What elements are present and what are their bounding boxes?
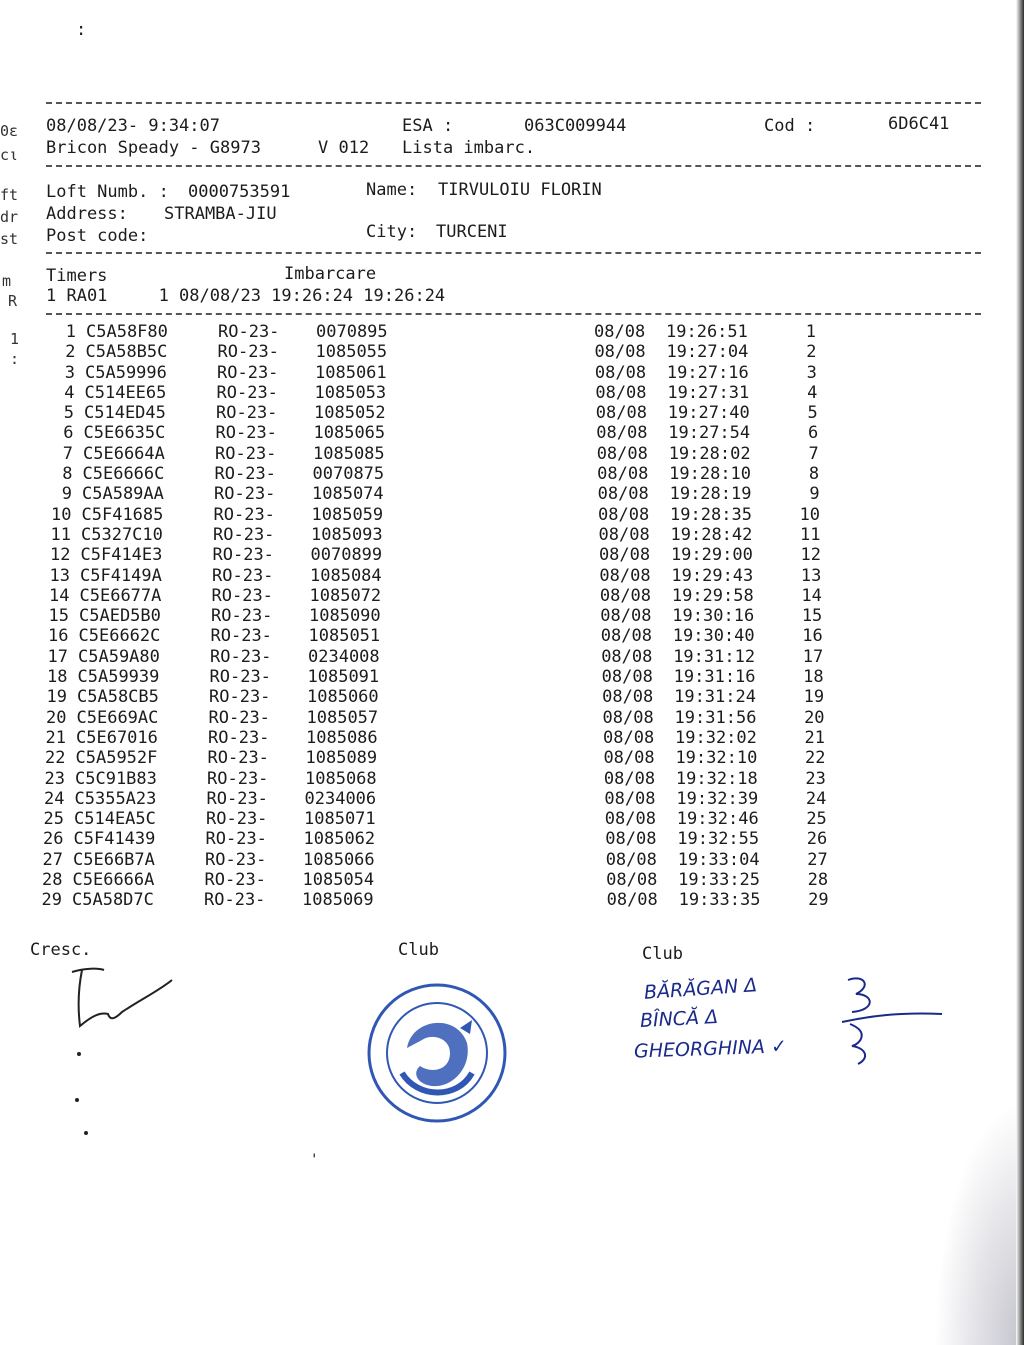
table-row: [38, 647, 828, 667]
table-row: [44, 403, 834, 423]
ring-code: C514EE65: [84, 382, 167, 403]
club-label: Club: [398, 940, 439, 960]
ring-number: 1085054: [302, 870, 375, 891]
edge-fragment: st: [0, 230, 19, 248]
arrival-time: 19:27:16: [666, 362, 749, 383]
row-index: 19: [46, 687, 67, 708]
row-index: 9: [61, 484, 72, 505]
ring-number: 1085059: [311, 504, 384, 525]
arrival-time: 19:31:56: [674, 707, 757, 728]
arrival-date: 08/08: [598, 545, 651, 566]
arrival-date: 08/08: [601, 667, 653, 688]
ring-prefix: RO-23-: [207, 768, 269, 789]
arrival-time: 19:26:51: [666, 322, 748, 342]
ring-code: C5E67016: [76, 727, 158, 748]
table-row: [42, 484, 832, 504]
ring-code: C5E66B7A: [73, 849, 155, 870]
ring-prefix: RO-23-: [214, 464, 276, 485]
arrival-time: 19:29:58: [671, 585, 754, 606]
timer-line: 1 RA01 1 08/08/23 19:26:24 19:26:24: [46, 286, 446, 306]
ring-code: C5A58CB5: [77, 687, 159, 708]
arrival-time: 19:29:43: [671, 565, 754, 586]
print-datetime: 08/08/23- 9:34:07: [46, 116, 220, 136]
arrival-order: 4: [807, 382, 818, 403]
arrival-time: 19:31:16: [673, 667, 756, 688]
arrival-time: 19:27:40: [667, 403, 750, 424]
ring-prefix: RO-23-: [218, 322, 280, 342]
city-label: City:: [366, 222, 418, 242]
row-index: 18: [47, 667, 68, 688]
ring-number: 1085074: [312, 484, 384, 505]
arrival-order: 8: [808, 464, 820, 485]
table-row: [44, 423, 834, 443]
table-row: [41, 545, 831, 565]
separator-line: [46, 165, 981, 167]
ring-code: C5A589AA: [82, 484, 164, 505]
arrival-time: 19:28:42: [670, 524, 753, 545]
ring-prefix: RO-23-: [205, 849, 267, 870]
row-index: 24: [44, 788, 65, 809]
row-index: 12: [50, 545, 71, 566]
arrival-order: 21: [804, 727, 825, 748]
ring-number: 0070899: [310, 545, 383, 566]
ring-number: 1085093: [311, 524, 383, 545]
post-code-label: Post code:: [46, 226, 149, 246]
table-row: [37, 687, 827, 707]
ring-number: 1085051: [308, 626, 381, 647]
arrival-order: 15: [801, 606, 823, 627]
arrival-order: 24: [805, 788, 827, 809]
row-index: 11: [50, 524, 71, 545]
arrival-date: 08/08: [605, 849, 657, 870]
arrival-date: 08/08: [600, 606, 652, 627]
loft-number-label: Loft Numb. :: [46, 182, 169, 202]
row-index: 21: [45, 727, 66, 748]
row-index: 16: [48, 626, 69, 647]
row-index: 7: [62, 443, 73, 464]
arrival-order: 26: [806, 829, 828, 850]
arrival-time: 19:27:04: [666, 342, 749, 363]
arrival-date: 08/08: [600, 626, 652, 647]
ring-number: 0234008: [308, 646, 380, 667]
ring-number: 1085091: [307, 667, 380, 688]
arrival-order: 22: [804, 748, 826, 769]
arrival-time: 19:33:25: [678, 870, 761, 891]
row-index: 28: [42, 870, 63, 891]
table-row: [45, 363, 835, 383]
table-row: [40, 586, 830, 606]
arrival-date: 08/08: [598, 524, 650, 545]
arrival-order: 9: [809, 484, 820, 505]
ring-prefix: RO-23-: [215, 423, 277, 444]
table-row: [35, 789, 825, 809]
cod-value: 6D6C41: [888, 114, 950, 134]
table-row: [34, 829, 828, 850]
ring-prefix: RO-23-: [213, 524, 275, 545]
ring-prefix: RO-23-: [214, 484, 276, 505]
ring-number: 1085055: [315, 342, 388, 363]
page-shadow: [934, 1100, 1024, 1345]
arrival-date: 08/08: [603, 727, 655, 748]
row-index: 10: [51, 504, 72, 525]
ring-prefix: RO-23-: [212, 545, 274, 566]
ring-number: 1085057: [306, 707, 379, 728]
arrival-order: 28: [807, 870, 829, 891]
ring-prefix: RO-23-: [206, 809, 268, 830]
ring-prefix: RO-23-: [213, 504, 275, 525]
ring-number: 1085062: [303, 829, 376, 850]
arrival-date: 08/08: [603, 768, 656, 789]
arrival-date: 08/08: [601, 646, 653, 667]
separator-line: [46, 102, 981, 104]
ring-number: 1085066: [303, 849, 375, 870]
arrival-time: 19:28:35: [670, 504, 752, 525]
table-row: [38, 667, 828, 687]
row-index: 6: [63, 423, 74, 444]
ring-code: C5A5952F: [75, 748, 158, 769]
arrival-order: 12: [800, 545, 821, 566]
handwritten-note: GHEORGHINA ✓: [633, 1035, 788, 1063]
ring-code: C5F41439: [73, 829, 156, 850]
arrival-date: 08/08: [604, 788, 656, 809]
arrival-order: 6: [808, 423, 819, 444]
club-label: Club: [642, 944, 683, 964]
ring-prefix: RO-23-: [206, 788, 268, 809]
separator-line: [46, 252, 981, 254]
ring-number: 0234006: [304, 788, 377, 809]
ring-number: 1085069: [302, 890, 374, 911]
ring-code: C5F41685: [81, 504, 164, 525]
arrival-order: 2: [806, 342, 817, 363]
ring-number: 1085085: [313, 443, 385, 464]
club-stamp: [362, 978, 512, 1128]
ring-prefix: RO-23-: [208, 727, 270, 748]
table-row: [33, 870, 829, 891]
handwritten-note: BÎNCĂ Δ: [639, 1005, 719, 1033]
ring-code: C5A59939: [77, 667, 160, 688]
table-row: [32, 890, 829, 911]
ring-prefix: RO-23-: [209, 667, 271, 688]
arrival-date: 08/08: [606, 870, 658, 891]
arrival-time: 19:31:12: [673, 646, 756, 667]
ring-prefix: RO-23-: [211, 606, 273, 627]
handwritten-note: BĂRĂGAN Δ: [643, 974, 758, 1004]
ring-code: C5F414E3: [80, 545, 163, 566]
arrival-order: 3: [806, 362, 817, 383]
ring-number: 1085061: [315, 362, 387, 383]
row-index: 23: [44, 768, 65, 789]
table-row: [36, 728, 826, 748]
name-value: TIRVULOIU FLORIN: [438, 180, 602, 200]
row-index: 13: [49, 565, 70, 586]
table-row: [45, 383, 835, 403]
arrival-date: 08/08: [594, 342, 646, 363]
row-index: 20: [46, 707, 67, 728]
table-row: [40, 566, 830, 586]
ring-code: C5327C10: [81, 524, 163, 545]
imbarcare-label: Imbarcare: [284, 264, 377, 284]
table-row: [36, 748, 826, 768]
ring-prefix: RO-23-: [204, 870, 266, 891]
ring-code: C5E6666C: [82, 464, 165, 485]
ring-prefix: RO-23-: [204, 890, 266, 911]
ring-code: C5E6662C: [78, 626, 161, 647]
arrival-time: 19:27:31: [667, 382, 750, 403]
arrival-time: 19:30:16: [672, 606, 755, 627]
ring-code: C5E6677A: [79, 585, 162, 606]
arrival-time: 19:28:10: [669, 464, 752, 485]
ring-code: C5A59A80: [78, 646, 160, 667]
list-title: Lista imbarc.: [402, 138, 536, 158]
ring-code: C5E6635C: [83, 423, 166, 444]
ring-prefix: RO-23-: [208, 707, 270, 728]
breeder-signature: [60, 960, 190, 1140]
ring-number: 1085086: [306, 727, 378, 748]
arrival-order: 13: [800, 565, 822, 586]
ring-number: 1085068: [305, 768, 377, 789]
arrival-order: 14: [801, 585, 822, 606]
ring-prefix: RO-23-: [211, 585, 273, 606]
edge-fragment: ft: [0, 186, 19, 204]
address-value: STRAMBA-JIU: [164, 204, 277, 224]
ring-prefix: RO-23-: [216, 382, 278, 403]
ring-prefix: RO-23-: [209, 687, 271, 708]
ring-number: 1085060: [307, 687, 379, 708]
ring-prefix: RO-23-: [217, 342, 279, 363]
row-index: 27: [42, 849, 63, 870]
ring-number: 0070875: [312, 464, 385, 485]
ring-prefix: RO-23-: [217, 362, 279, 383]
esa-value: 063C009944: [524, 116, 627, 136]
ring-prefix: RO-23-: [205, 829, 267, 850]
arrival-order: 7: [808, 443, 819, 464]
ring-number: 1085090: [309, 606, 381, 627]
club-signature: [830, 972, 950, 1072]
ring-number: 0070895: [316, 322, 388, 342]
arrival-time: 19:33:04: [677, 849, 760, 870]
arrival-order: 20: [804, 707, 825, 728]
row-index: 15: [48, 606, 69, 627]
arrival-order: 10: [799, 504, 821, 525]
row-index: 5: [63, 403, 74, 424]
arrival-date: 08/08: [599, 585, 652, 606]
arrival-date: 08/08: [596, 443, 648, 464]
edge-fragment: 1: [10, 330, 20, 348]
ring-code: C5AED5B0: [79, 606, 161, 627]
edge-fragment: m: [2, 272, 12, 290]
arrival-date: 08/08: [597, 484, 649, 505]
arrival-time: 19:32:46: [676, 809, 759, 830]
arrival-date: 08/08: [602, 687, 654, 708]
ring-code: C5355A23: [74, 788, 157, 809]
row-index: 4: [64, 382, 75, 403]
row-index: 17: [47, 646, 68, 667]
ring-number: 1085089: [305, 748, 378, 769]
stray-mark: ': [310, 1152, 319, 1168]
row-index: 8: [62, 464, 73, 485]
ring-code: C5A58D7C: [72, 890, 154, 911]
ring-code: C514ED45: [84, 403, 166, 424]
cresc-label: Cresc.: [30, 940, 92, 960]
table-row: [37, 708, 827, 728]
cod-label: Cod :: [764, 116, 816, 136]
arrival-order: 23: [805, 768, 826, 789]
top-mark: :: [76, 20, 87, 40]
name-label: Name:: [366, 180, 418, 200]
arrival-date: 08/08: [594, 362, 647, 383]
table-row: [39, 626, 829, 646]
arrival-order: 27: [807, 849, 828, 870]
table-row: [34, 809, 827, 830]
timers-title: Timers: [46, 266, 108, 286]
address-label: Address:: [46, 204, 128, 224]
row-index: 3: [64, 362, 75, 383]
ring-code: C5A58F80: [86, 322, 168, 342]
arrival-order: 5: [807, 403, 818, 424]
arrival-order: 16: [802, 626, 823, 647]
arrival-order: 18: [803, 667, 824, 688]
arrival-order: 29: [808, 890, 829, 911]
ring-number: 1085071: [304, 809, 376, 830]
arrival-time: 19:28:19: [669, 484, 752, 505]
arrival-time: 19:33:35: [678, 890, 761, 911]
ring-number: 1085084: [310, 565, 382, 586]
arrival-date: 08/08: [599, 565, 651, 586]
arrival-order: 11: [800, 524, 821, 545]
row-index: 1: [65, 322, 76, 342]
arrival-time: 19:32:39: [676, 788, 759, 809]
arrival-time: 19:32:10: [675, 748, 758, 769]
ring-code: C5C91B83: [75, 768, 157, 789]
table-row: [46, 322, 836, 342]
table-row: [43, 464, 833, 484]
arrival-date: 08/08: [595, 382, 647, 403]
ring-number: 1085065: [313, 423, 386, 444]
arrival-time: 19:32:18: [675, 768, 758, 789]
arrival-date: 08/08: [594, 322, 646, 342]
city-value: TURCENI: [436, 222, 508, 242]
arrival-order: 1: [805, 322, 816, 342]
row-index: 29: [41, 890, 62, 911]
ring-number: 1085072: [309, 585, 382, 606]
ring-code: C5F4149A: [80, 565, 162, 586]
edge-fragment: cι: [0, 146, 19, 164]
table-row: [41, 525, 831, 545]
loft-number-value: 0000753591: [188, 182, 291, 202]
arrival-time: 19:29:00: [670, 545, 753, 566]
arrival-order: 19: [803, 687, 825, 708]
arrival-order: 25: [806, 809, 827, 830]
edge-fragment: R: [8, 292, 18, 310]
arrival-order: 17: [802, 646, 824, 667]
ring-prefix: RO-23-: [210, 646, 272, 667]
table-row: [33, 849, 828, 870]
ring-code: C5E6664A: [83, 443, 165, 464]
edge-fragment: :: [10, 350, 20, 368]
arrival-date: 08/08: [605, 829, 657, 850]
arrival-date: 08/08: [606, 890, 658, 911]
ring-code: C5A58B5C: [85, 342, 168, 363]
arrival-time: 19:32:55: [677, 829, 760, 850]
edge-fragment: 0ε: [0, 122, 19, 140]
basketing-table: [41, 322, 836, 911]
table-row: [46, 342, 836, 362]
arrival-date: 08/08: [604, 809, 656, 830]
arrival-time: 19:31:24: [674, 687, 756, 708]
arrival-date: 08/08: [597, 464, 649, 485]
row-index: 2: [65, 342, 76, 363]
arrival-time: 19:28:02: [668, 443, 751, 464]
arrival-date: 08/08: [598, 504, 650, 525]
table-row: [35, 769, 825, 789]
table-row: [43, 444, 833, 464]
ring-prefix: RO-23-: [216, 403, 278, 424]
software-version: V 012: [318, 138, 370, 158]
page-edge: [1016, 0, 1024, 1345]
row-index: 25: [43, 809, 64, 830]
arrival-time: 19:32:02: [675, 727, 757, 748]
arrival-date: 08/08: [595, 403, 647, 424]
ring-prefix: RO-23-: [210, 626, 272, 647]
arrival-time: 19:27:54: [668, 423, 751, 444]
ring-prefix: RO-23-: [215, 443, 277, 464]
software-name: Bricon Speady - G8973: [46, 138, 261, 158]
ring-code: C514EA5C: [74, 809, 156, 830]
arrival-time: 19:30:40: [672, 626, 755, 647]
arrival-date: 08/08: [603, 748, 655, 769]
arrival-date: 08/08: [596, 423, 648, 444]
ring-prefix: RO-23-: [212, 565, 274, 586]
separator-line: [46, 313, 981, 315]
row-index: 26: [43, 829, 64, 850]
ring-number: 1085053: [314, 382, 387, 403]
table-row: [39, 606, 829, 626]
ring-code: C5E6666A: [72, 870, 155, 891]
row-index: 22: [45, 748, 66, 769]
arrival-date: 08/08: [602, 707, 654, 728]
ring-prefix: RO-23-: [207, 748, 269, 769]
row-index: 14: [49, 585, 70, 606]
edge-fragment: dr: [0, 208, 19, 226]
esa-label: ESA :: [402, 116, 454, 136]
ring-code: C5A59996: [85, 362, 167, 383]
table-row: [42, 505, 832, 525]
ring-code: C5E669AC: [76, 707, 159, 728]
ring-number: 1085052: [314, 403, 386, 424]
